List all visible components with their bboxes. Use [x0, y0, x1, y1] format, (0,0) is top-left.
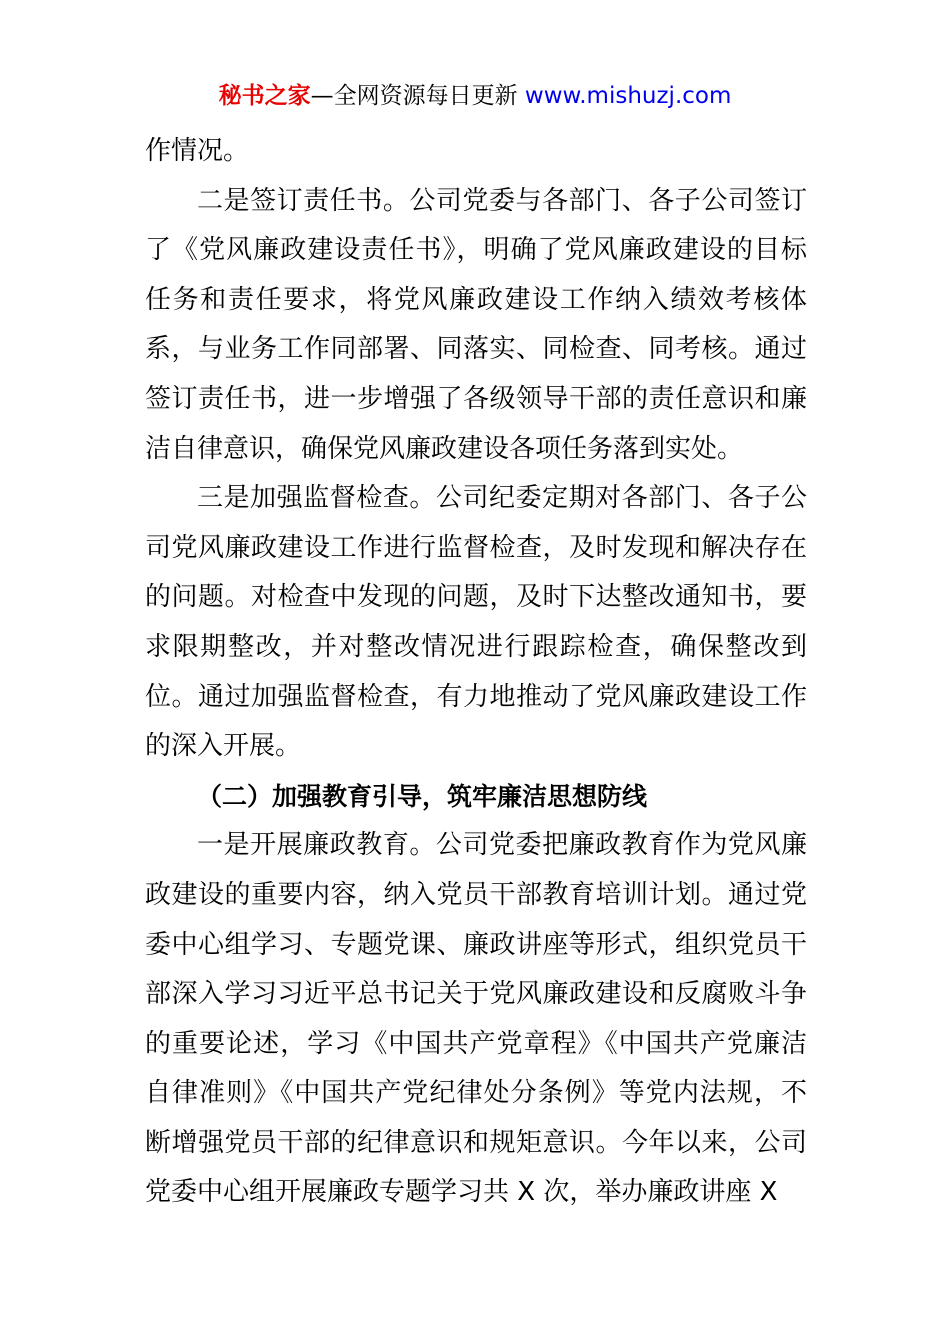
section-heading: （二）加强教育引导，筑牢廉洁思想防线: [197, 781, 648, 811]
site-brand: 秘书之家: [218, 83, 311, 109]
paragraph-education: 一是开展廉政教育。公司党委把廉政教育作为党风廉政建设的重要内容，纳入党员干部教育培训计划。通过党委中心组学习、专题党课、廉政讲座等形式，组织党员干部深入学习习近平总书记关于党风廉政建设和反腐败斗争的重要论述，学习《中国共产党章程》《中国共产党廉洁自律准则》《中国共产党纪律处分条例》等党内法规，不断增强党员干部的纪律意识和规矩意识。今年以来，公司党委中心组开展廉政专题学习共 X 次，举办廉政讲座 X: [145, 830, 807, 1208]
paragraph-supervision: 三是加强监督检查。公司纪委定期对各部门、各子公司党风廉政建设工作进行监督检查，及时发现和解决存在的问题。对检查中发现的问题，及时下达整改通知书，要求限期整改，并对整改情况进行跟踪检查，确保整改到位。通过加强监督检查，有力地推动了党风廉政建设工作的深入开展。: [145, 483, 807, 762]
document-body: [145, 127, 807, 1218]
paragraph-responsibility: 二是签订责任书。公司党委与各部门、各子公司签订了《党风廉政建设责任书》，明确了党风廉政建设的目标任务和责任要求，将党风廉政建设工作纳入绩效考核体系，与业务工作同部署、同落实、同检查、同考核。通过签订责任书，进一步增强了各级领导干部的责任意识和廉洁自律意识，确保党风廉政建设各项任务落到实处。: [145, 185, 807, 464]
site-tagline: —全网资源每日更新: [310, 83, 525, 109]
site-header: [0, 79, 950, 113]
site-url-link[interactable]: www.mishuzj.com: [524, 83, 732, 109]
paragraph-continuation: 作情况。: [145, 136, 250, 166]
